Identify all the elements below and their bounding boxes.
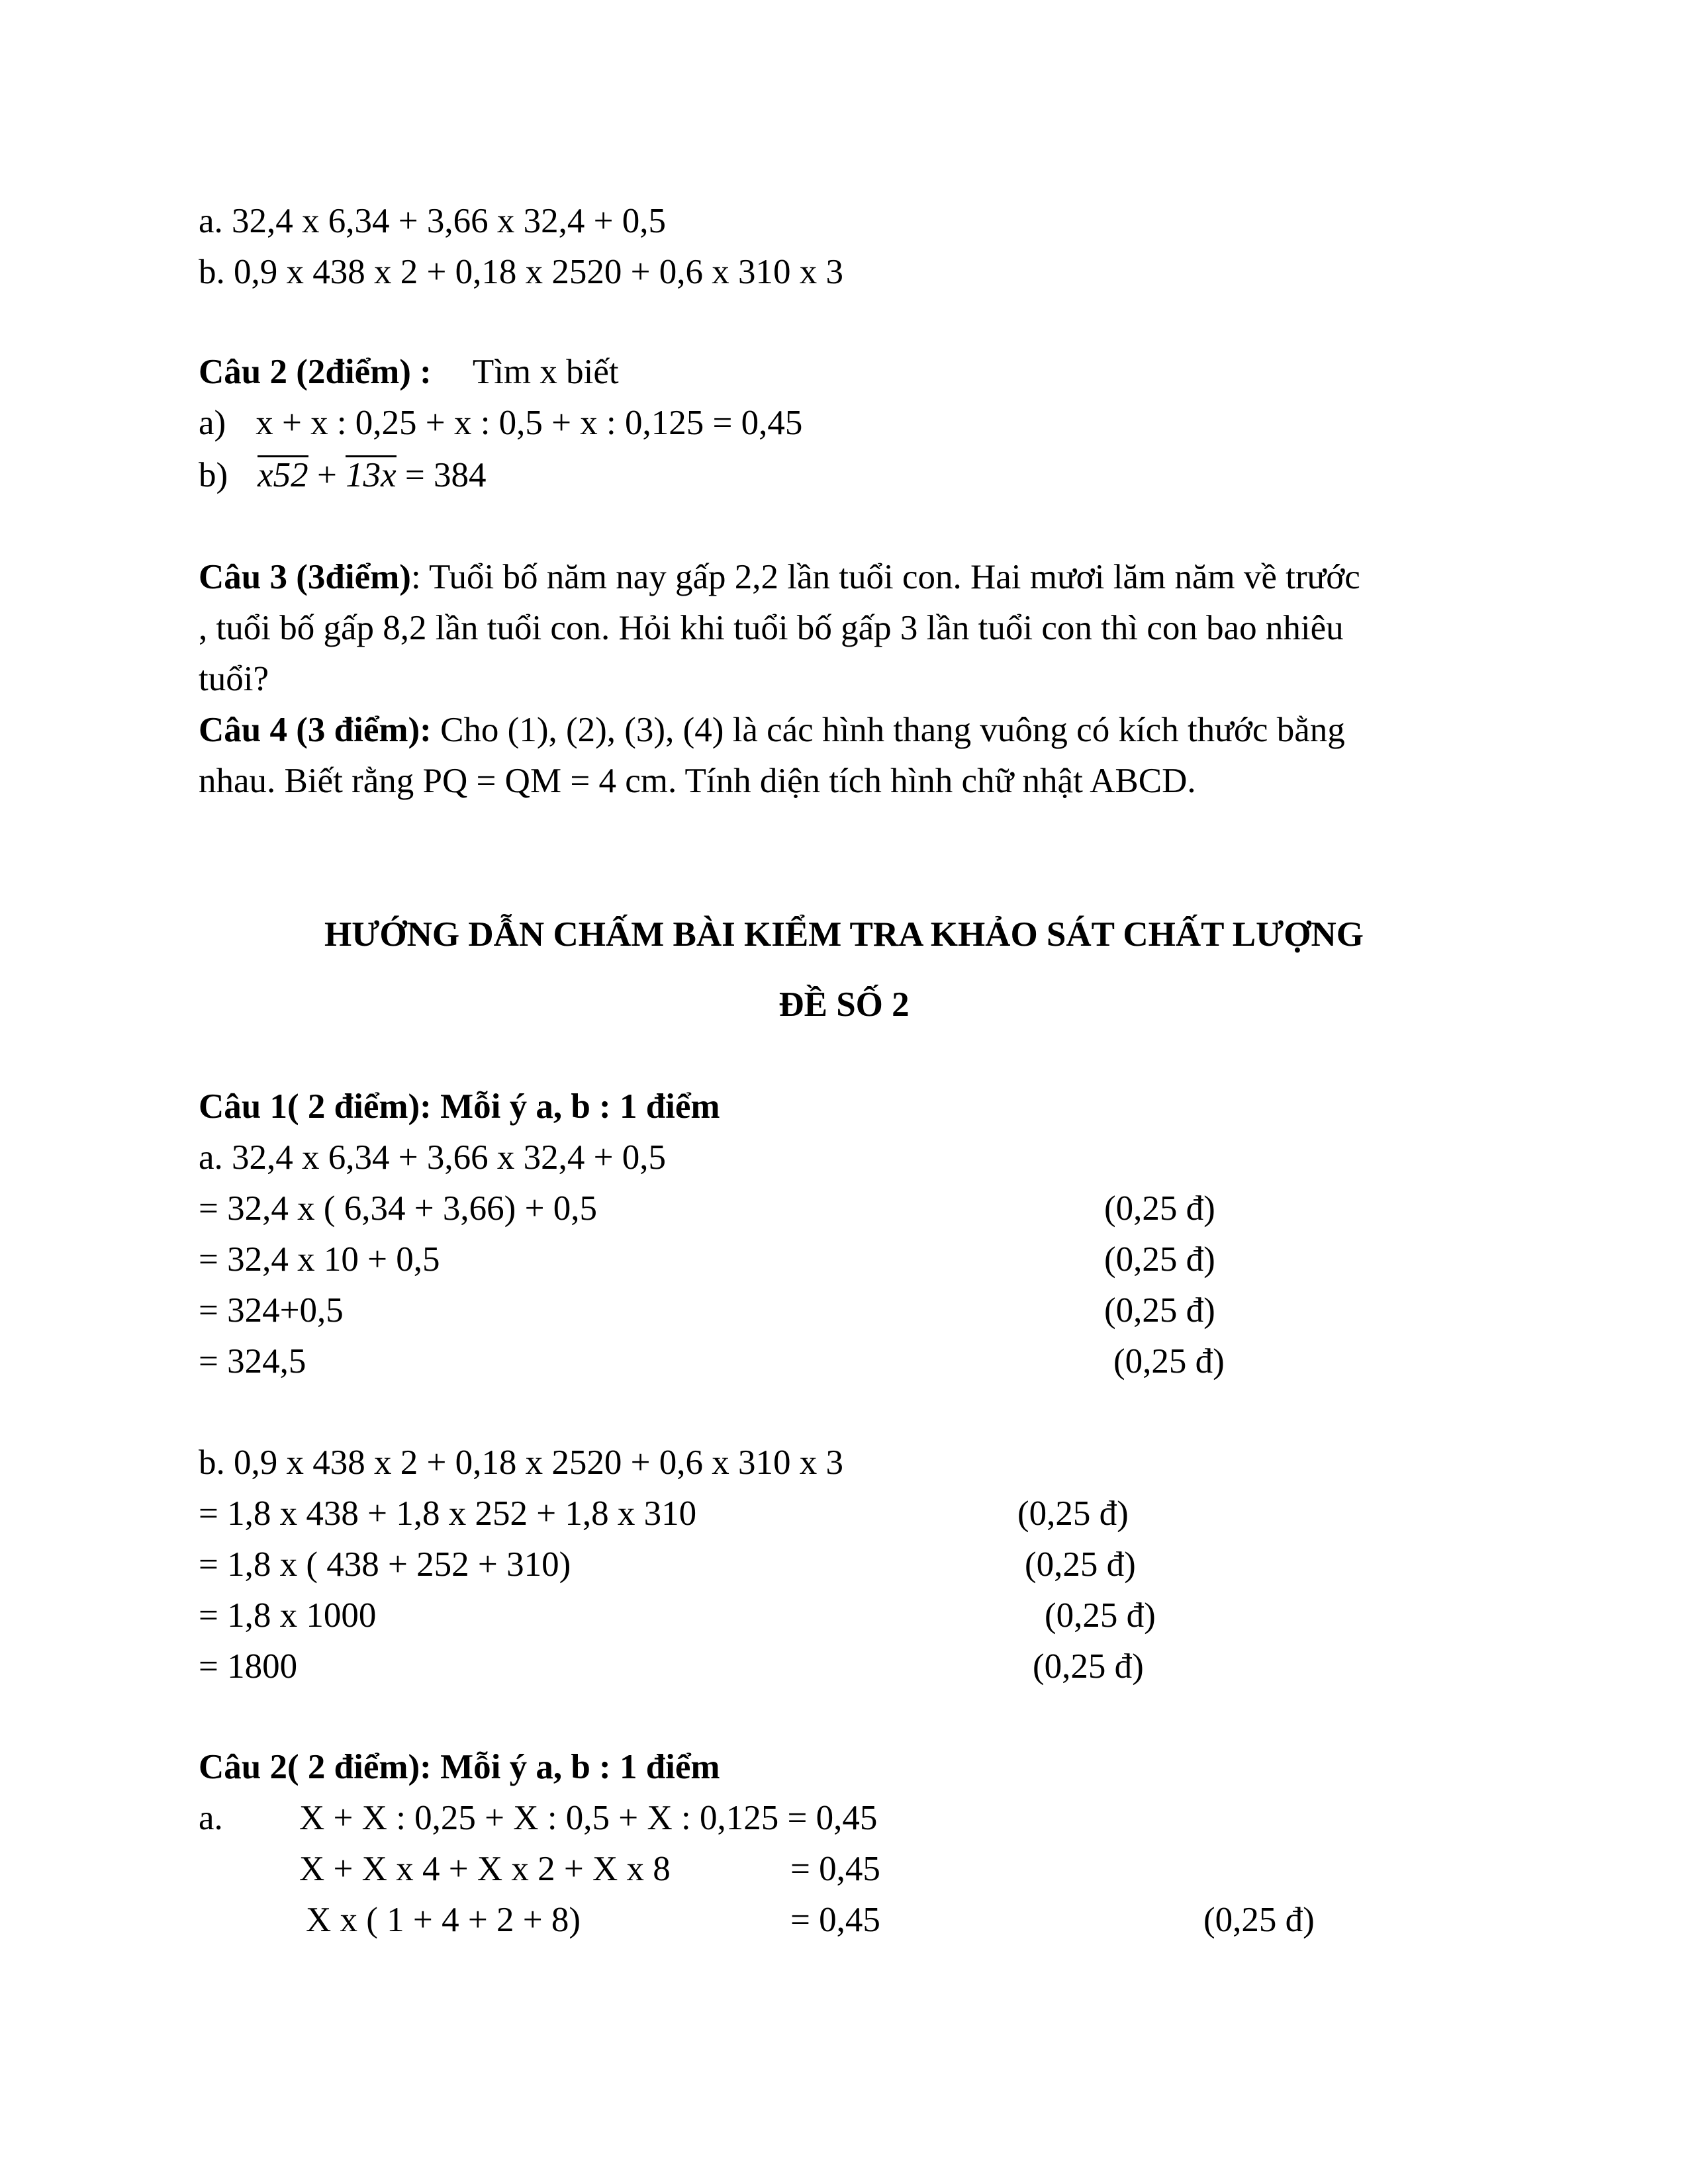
q2-part-a <box>199 402 802 444</box>
q3-line-2: , tuổi bố gấp 8,2 lần tuổi con. Hỏi khi tuổi bố gấp 3 lần tuổi con thì con bao nhiêu <box>199 609 1344 647</box>
guide-q1b-line-2: = 1,8 x ( 438 + 252 + 310) <box>199 1545 571 1584</box>
guide-q1b-line-1: = 1,8 x 438 + 1,8 x 252 + 1,8 x 310 <box>199 1494 697 1533</box>
guide-q1a-score-3: (0,25 đ) <box>1104 1291 1215 1330</box>
guide-title: HƯỚNG DẪN CHẤM BÀI KIỂM TRA KHẢO SÁT CHẤT LƯỢNG <box>324 915 1364 954</box>
guide-q1a-line-4: = 324,5 <box>199 1342 306 1381</box>
guide-q2a-label: a. <box>199 1799 223 1837</box>
q3-heading: Câu 3 (3điểm) <box>199 558 411 596</box>
guide-q1b-line-3: = 1,8 x 1000 <box>199 1596 377 1635</box>
guide-q2a-line-2: X x ( 1 + 4 + 2 + 8) <box>306 1901 581 1939</box>
q1-part-a: a. 32,4 x 6,34 + 3,66 x 32,4 + 0,5 <box>199 202 667 240</box>
q4-line-2: nhau. Biết rằng PQ = QM = 4 cm. Tính diện tích hình chữ nhật ABCD. <box>199 762 1196 800</box>
guide-q1a-score-1: (0,25 đ) <box>1104 1189 1215 1228</box>
q3-line-3: tuổi? <box>199 660 269 698</box>
q4-text-1: Cho (1), (2), (3), (4) là các hình thang vuông có kích thước bằng <box>431 711 1345 749</box>
q2-b-overlined-number-1: x52 <box>258 456 308 494</box>
guide-q1a-score-2: (0,25 đ) <box>1104 1240 1215 1279</box>
q2-a-label: a) <box>199 404 226 442</box>
q2-task: Tìm x biết <box>472 353 619 391</box>
q2-b-label: b) <box>199 456 228 494</box>
guide-q1a-score-4: (0,25 đ) <box>1113 1342 1225 1381</box>
guide-q1a-line-3: = 324+0,5 <box>199 1291 344 1330</box>
guide-q1b-score-4: (0,25 đ) <box>1033 1647 1144 1686</box>
guide-q1a-line-2: = 32,4 x 10 + 0,5 <box>199 1240 440 1279</box>
guide-q1-heading: Câu 1( 2 điểm): Mỗi ý a, b : 1 điểm <box>199 1087 720 1126</box>
guide-q1a-line-0: a. 32,4 x 6,34 + 3,66 x 32,4 + 0,5 <box>199 1138 667 1177</box>
guide-q2a-score-2: (0,25 đ) <box>1203 1901 1315 1939</box>
q3-line-1 <box>199 556 1360 598</box>
q4-heading: Câu 4 (3 điểm): <box>199 711 432 749</box>
guide-q1b-score-2: (0,25 đ) <box>1025 1545 1136 1584</box>
guide-q2a-line-0: X + X : 0,25 + X : 0,5 + X : 0,125 = 0,45 <box>299 1799 878 1837</box>
guide-q1a-line-1: = 32,4 x ( 6,34 + 3,66) + 0,5 <box>199 1189 597 1228</box>
q2-a-equation: x + x : 0,25 + x : 0,5 + x : 0,125 = 0,45 <box>256 404 803 442</box>
q1-part-b: b. 0,9 x 438 x 2 + 0,18 x 2520 + 0,6 x 310 x 3 <box>199 253 844 291</box>
q3-text-1: : Tuổi bố năm nay gấp 2,2 lần tuổi con. Hai mươi lăm năm về trước <box>410 558 1360 596</box>
q2-part-b <box>199 454 487 496</box>
guide-q1b-line-4: = 1800 <box>199 1647 298 1686</box>
guide-q2a-eq-2: = 0,45 <box>790 1901 880 1939</box>
guide-q2a-line-1: X + X x 4 + X x 2 + X x 8 <box>299 1850 671 1888</box>
guide-q1b-score-1: (0,25 đ) <box>1017 1494 1129 1533</box>
q2-b-overlined-number-2: 13x <box>346 456 397 494</box>
q2-b-result: = 384 <box>404 456 487 494</box>
guide-q1b-score-3: (0,25 đ) <box>1045 1596 1156 1635</box>
guide-q2a-eq-1: = 0,45 <box>790 1850 880 1888</box>
q4-line-1 <box>199 709 1345 751</box>
guide-subtitle: ĐỀ SỐ 2 <box>778 985 910 1024</box>
guide-q2-heading: Câu 2( 2 điểm): Mỗi ý a, b : 1 điểm <box>199 1748 720 1786</box>
guide-q1b-line-0: b. 0,9 x 438 x 2 + 0,18 x 2520 + 0,6 x 310 x 3 <box>199 1443 844 1482</box>
q2-b-plus: + <box>316 456 337 494</box>
q2-heading <box>199 351 619 393</box>
q2-heading-label: Câu 2 (2điểm) : <box>199 353 432 391</box>
